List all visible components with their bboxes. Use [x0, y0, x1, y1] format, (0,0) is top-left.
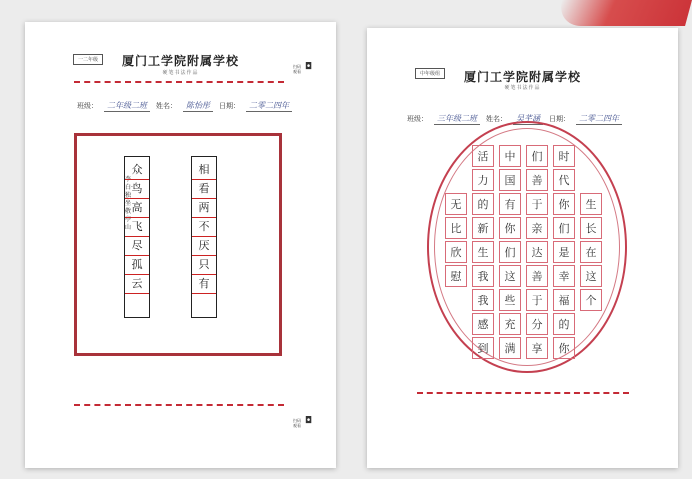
poem-character: 云: [125, 275, 149, 294]
grid-character: 们: [499, 241, 521, 263]
grid-character: 满: [499, 337, 521, 359]
grade-badge: 中年级组: [415, 68, 445, 79]
grid-character: 时: [553, 145, 575, 167]
grid-character: 我: [472, 289, 494, 311]
grid-character: 欣: [445, 241, 467, 263]
grid-character: 于: [526, 193, 548, 215]
name-value: 吴芊涵: [513, 113, 543, 125]
name-label: 姓名：: [486, 115, 507, 123]
grid-character: 福: [553, 289, 575, 311]
class-value: 二年级二班: [104, 100, 150, 112]
date-value: 二零二四年: [246, 100, 292, 112]
grid-character: 慰: [445, 265, 467, 287]
grid-character: 这: [499, 265, 521, 287]
qr-label: 扫码观看: [293, 418, 301, 428]
poem-character: 有: [192, 275, 216, 294]
grid-character: 比: [445, 217, 467, 239]
camera-icon: ◘: [304, 416, 313, 426]
name-value: 陈怡彤: [183, 100, 213, 112]
grid-character: 的: [553, 313, 575, 335]
poem-character: 孤: [125, 256, 149, 275]
grid-character: 的: [472, 193, 494, 215]
grid-character: 于: [526, 289, 548, 311]
grade-badge: 一二年级: [73, 54, 103, 65]
poem-character: 两: [192, 199, 216, 218]
divider-bottom: [417, 392, 629, 394]
grid-character: 个: [580, 289, 602, 311]
grid-character: 在: [580, 241, 602, 263]
poem-column-1: [124, 156, 150, 318]
divider-top: [74, 81, 284, 83]
grid-character: 善: [526, 265, 548, 287]
grid-character: 你: [499, 217, 521, 239]
grid-character: 们: [526, 145, 548, 167]
character-grid: [445, 145, 610, 365]
grid-character: 生: [472, 241, 494, 263]
class-value: 三年级二班: [434, 113, 480, 125]
info-fields: [77, 100, 292, 112]
poem-character: 相: [192, 161, 216, 180]
grid-character: 你: [553, 337, 575, 359]
date-label: 日期：: [219, 102, 240, 110]
grid-character: 们: [553, 217, 575, 239]
name-label: 姓名：: [156, 102, 177, 110]
school-title: 厦门工学院附属学校: [463, 70, 581, 84]
work-subtitle: 硬笔书法作品: [162, 70, 199, 76]
grid-character: 感: [472, 313, 494, 335]
poem-character: 众: [125, 161, 149, 180]
qr-code-bottom: [293, 418, 321, 429]
grid-character: 新: [472, 217, 494, 239]
grid-character: 享: [526, 337, 548, 359]
grid-character: 你: [553, 193, 575, 215]
poem-character: 飞: [125, 218, 149, 237]
poem-column-2: [191, 156, 217, 318]
date-label: 日期：: [549, 115, 570, 123]
grid-character: 生: [580, 193, 602, 215]
class-label: 班级：: [407, 115, 428, 123]
qr-code-top: [293, 64, 321, 75]
divider-bottom: [74, 404, 284, 406]
grid-character: 无: [445, 193, 467, 215]
red-brush-stroke-decoration: [555, 0, 692, 26]
artwork-page-left: [25, 22, 336, 468]
grid-character: 达: [526, 241, 548, 263]
poem-character: 尽: [125, 237, 149, 256]
grid-character: 国: [499, 169, 521, 191]
grid-character: 幸: [553, 265, 575, 287]
poem-character: 鸟: [125, 180, 149, 199]
poem-character: 高: [125, 199, 149, 218]
grid-character: 到: [472, 337, 494, 359]
date-value: 二零二四年: [576, 113, 622, 125]
author-signature: 李白·独坐敬亭山: [125, 176, 133, 231]
poem-character: 不: [192, 218, 216, 237]
grid-character: 有: [499, 193, 521, 215]
work-subtitle: 硬笔书法作品: [504, 85, 541, 91]
grid-character: 长: [580, 217, 602, 239]
grid-character: 代: [553, 169, 575, 191]
artwork-frame: [74, 133, 282, 356]
artwork-page-right: [367, 28, 678, 468]
grid-character: 这: [580, 265, 602, 287]
grid-character: 充: [499, 313, 521, 335]
poem-character: 只: [192, 256, 216, 275]
grid-character: 活: [472, 145, 494, 167]
grid-character: 亲: [526, 217, 548, 239]
poem-character: 看: [192, 180, 216, 199]
grid-character: 分: [526, 313, 548, 335]
class-label: 班级：: [77, 102, 98, 110]
poem-character: 厌: [192, 237, 216, 256]
school-title: 厦门工学院附属学校: [121, 54, 239, 68]
camera-icon: ◘: [304, 62, 313, 72]
grid-character: 力: [472, 169, 494, 191]
grid-character: 中: [499, 145, 521, 167]
qr-label: 扫码观看: [293, 64, 301, 74]
grid-character: 善: [526, 169, 548, 191]
grid-character: 我: [472, 265, 494, 287]
grid-character: 是: [553, 241, 575, 263]
grid-character: 些: [499, 289, 521, 311]
